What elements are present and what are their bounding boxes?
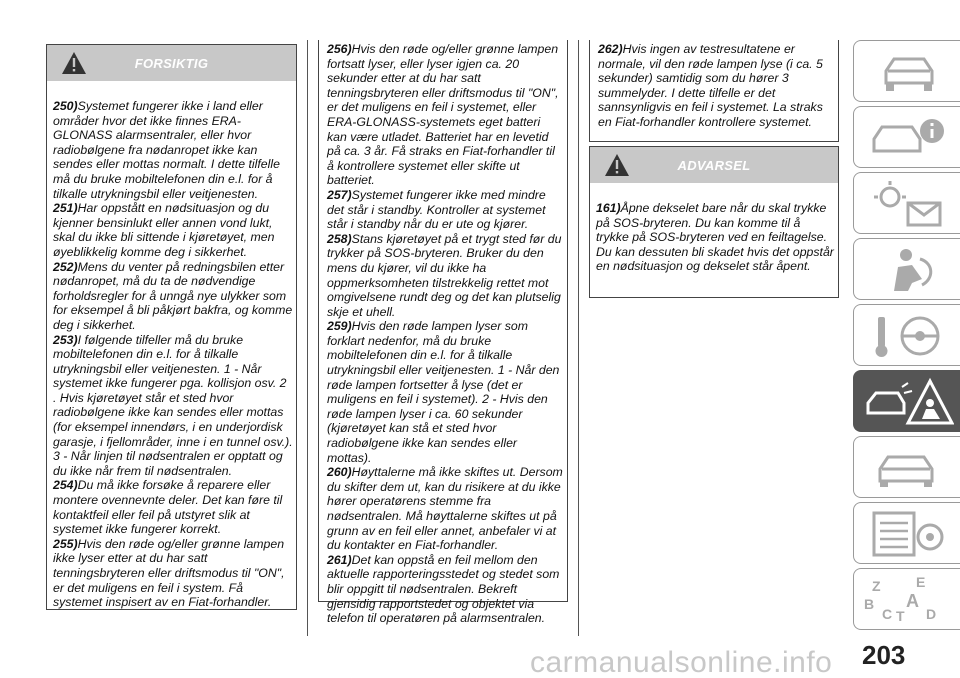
warning-header bbox=[590, 147, 838, 183]
caution-item: 261)Det kan oppstå en feil mellom den aktuelle rapporteringsstedet og stedet som blir oppgitt til nødsentralen. Bekreft gjensidig rapportstedet og objektet via telefon til operatøren på alarmsentralen. bbox=[327, 552, 560, 626]
column-separator bbox=[578, 40, 579, 636]
column-separator bbox=[307, 40, 308, 636]
caution-continued-body bbox=[319, 40, 563, 626]
caution-item: 255)Hvis den røde og/eller grønne lampen ikke lyser etter at du har satt tenningsbryteren eller driftsmodus til "ON", er det muligens en feil i system. Få systemet inspisert av en Fiat-forhandler. bbox=[53, 536, 285, 610]
warning-box bbox=[589, 146, 839, 298]
index-letter: Z bbox=[872, 578, 881, 594]
car-info-icon bbox=[864, 113, 954, 163]
caution-item: 258)Stans kjøretøyet på et trygt sted før du trykker på SOS-bryteren. Bruker du den mens du kjører, vil du ikke ha oppmerksomheten tilstrekkelig rettet mot omgivelsene rundt deg og det kan plutselig skje et uhell. bbox=[327, 231, 562, 319]
car-service-icon bbox=[864, 443, 954, 493]
watermark: carmanualsonline.info bbox=[530, 646, 833, 678]
sidebar-tab-car-front[interactable] bbox=[853, 40, 960, 102]
caution-item: 259)Hvis den røde lampen lyser som forklart nedenfor, må du bruke mobiltelefonen din e.l. for å tilkalle utrykningsbil eller veitjenesten. 1 - Når den røde lampen fortsetter å lyse (det er muligens en feil i systemet). 2 - Hvis den røde lampen lyser i ca. 60 sekunder (kjøretøyet kan stå et sted hvor radiobølgene ikke kan sendes eller mottas). bbox=[327, 319, 560, 465]
caution-item: 262)Hvis ingen av testresultatene er normale, vil den røde lampen lyse (i ca. 5 sekunder) samtidig som du hører 3 summelyder. I dette tilfelle er det sannsynligvis en feil i systemet. La straks en Fiat-forhandler kontrollere systemet. bbox=[598, 42, 823, 129]
caution-item: 260)Høyttalerne må ikke skiftes ut. Dersom du skifter dem ut, kan du risikere at du ikke hører operatørens stemme fra nødsentralen. Må høyttalerne skiftes ut på grunn av en feil eller annet, anbefaler vi at du kontakter en Fiat-forhandler. bbox=[327, 465, 563, 553]
seat-airbag-icon bbox=[864, 245, 954, 295]
warning-body bbox=[590, 183, 834, 274]
index-letter: C bbox=[882, 606, 893, 622]
caution-body bbox=[47, 81, 293, 610]
caution-title: FORSIKTIG bbox=[134, 55, 209, 71]
caution-header bbox=[47, 45, 296, 81]
emergency-crash-icon bbox=[864, 377, 954, 427]
caution-continued-box-2 bbox=[589, 40, 839, 142]
sidebar-tab-warning-lights[interactable] bbox=[853, 172, 960, 234]
sidebar-tab-car-info[interactable] bbox=[853, 106, 960, 168]
index-letter: A bbox=[906, 591, 919, 611]
caution-continued-box bbox=[318, 40, 568, 626]
sidebar-tab-index[interactable] bbox=[853, 568, 960, 630]
sidebar-tab-emergency[interactable] bbox=[853, 370, 960, 432]
warning-triangle-icon bbox=[61, 51, 87, 75]
sidebar-tab-technical-data[interactable] bbox=[853, 502, 960, 564]
warning-title: ADVARSEL bbox=[677, 157, 751, 173]
key-steering-icon bbox=[864, 311, 954, 361]
index-letter: T bbox=[896, 608, 905, 624]
page-number: 203 bbox=[862, 640, 906, 670]
caution-item: 250)Systemet fungerer ikke i land eller områder hvor det ikke finnes ERA-GLONASS alarmsentraler, eller hvor radiobølgene fra nødanropet ikke kan sendes eller mottas normalt. I dette tilfelle må du bruke mobiltelefonen din e.l. for å tilkalle utrykningsbil eller veitjenesten. bbox=[53, 99, 280, 201]
caution-item: 254)Du må ikke forsøke å reparere eller montere ovennevnte deler. Det kan føre til kontaktfeil eller feil på utstyret slik at systemet ikke fungerer korrekt. bbox=[53, 478, 283, 537]
sidebar-tab-key-steering[interactable] bbox=[853, 304, 960, 366]
technical-data-icon bbox=[864, 509, 954, 559]
caution-item: 257)Systemet fungerer ikke med mindre det står i standby. Kontroller at systemet står i standby når du er ute og kjører. bbox=[327, 187, 546, 232]
caution-item: 251)Har oppstått en nødsituasjon og du kjenner bensinlukt eller annen vond lukt, skal du ikke bli sittende i kjøretøyet, men øyeblikkelig komme deg i sikkerhet. bbox=[53, 201, 275, 259]
caution-continued-body-2 bbox=[590, 40, 834, 130]
index-letter: D bbox=[926, 606, 937, 622]
caution-item: 253)I følgende tilfeller må du bruke mobiltelefonen din e.l. for å tilkalle utrykningsbil eller veitjenesten. 1 - Når systemet ikke fungerer pga. kollisjon osv. 2 . Hvis kjøretøyet står et sted hvor radiobølgene ikke kan sendes eller mottas (for eksempel innendørs, i en underjordisk garasje, i fjellområder, inne i en tunnel osv.). 3 - Når linjen til nødsentralen er opptatt og du ikke når frem til nødsentralen. bbox=[53, 332, 293, 478]
index-letter: B bbox=[864, 596, 875, 612]
sidebar-tab-seat-airbag[interactable] bbox=[853, 238, 960, 300]
caution-item: 256)Hvis den røde og/eller grønne lampen fortsatt lyser, eller lyser igjen ca. 20 sekunder etter at du har satt tenningsbryteren eller driftsmodus til "ON", er det muligens en feil i systemet, eller ERA-GLONASS-systemets eget batteri kan være utladet. Batteriet har en levetid på ca. 3 år. Få straks en Fiat-forhandler til å kontrollere systemet eller skifte ut batteriet. bbox=[327, 42, 559, 188]
index-letter: E bbox=[916, 575, 926, 590]
warning-lights-icon bbox=[864, 179, 954, 229]
caution-box bbox=[46, 44, 297, 610]
sidebar-tab-car-service[interactable] bbox=[853, 436, 960, 498]
warning-triangle-icon bbox=[604, 153, 630, 177]
index-alphabet-icon bbox=[864, 575, 954, 625]
warning-item: 161)Åpne dekselet bare når du skal trykke på SOS-bryteren. Du kan komme til å trykke på SOS-bryteren ved en feiltagelse. Du kan dessuten bli skadet hvis det oppstår en nødsituasjon og dekselet står åpent. bbox=[596, 201, 834, 274]
car-front-icon bbox=[864, 47, 954, 97]
caution-item: 252)Mens du venter på redningsbilen etter nødanropet, må du ta de nødvendige forholdsregler for å unngå nye ulykker som for eksempel å bli påkjørt bakfra, og komme deg i sikkerhet. bbox=[53, 259, 293, 332]
